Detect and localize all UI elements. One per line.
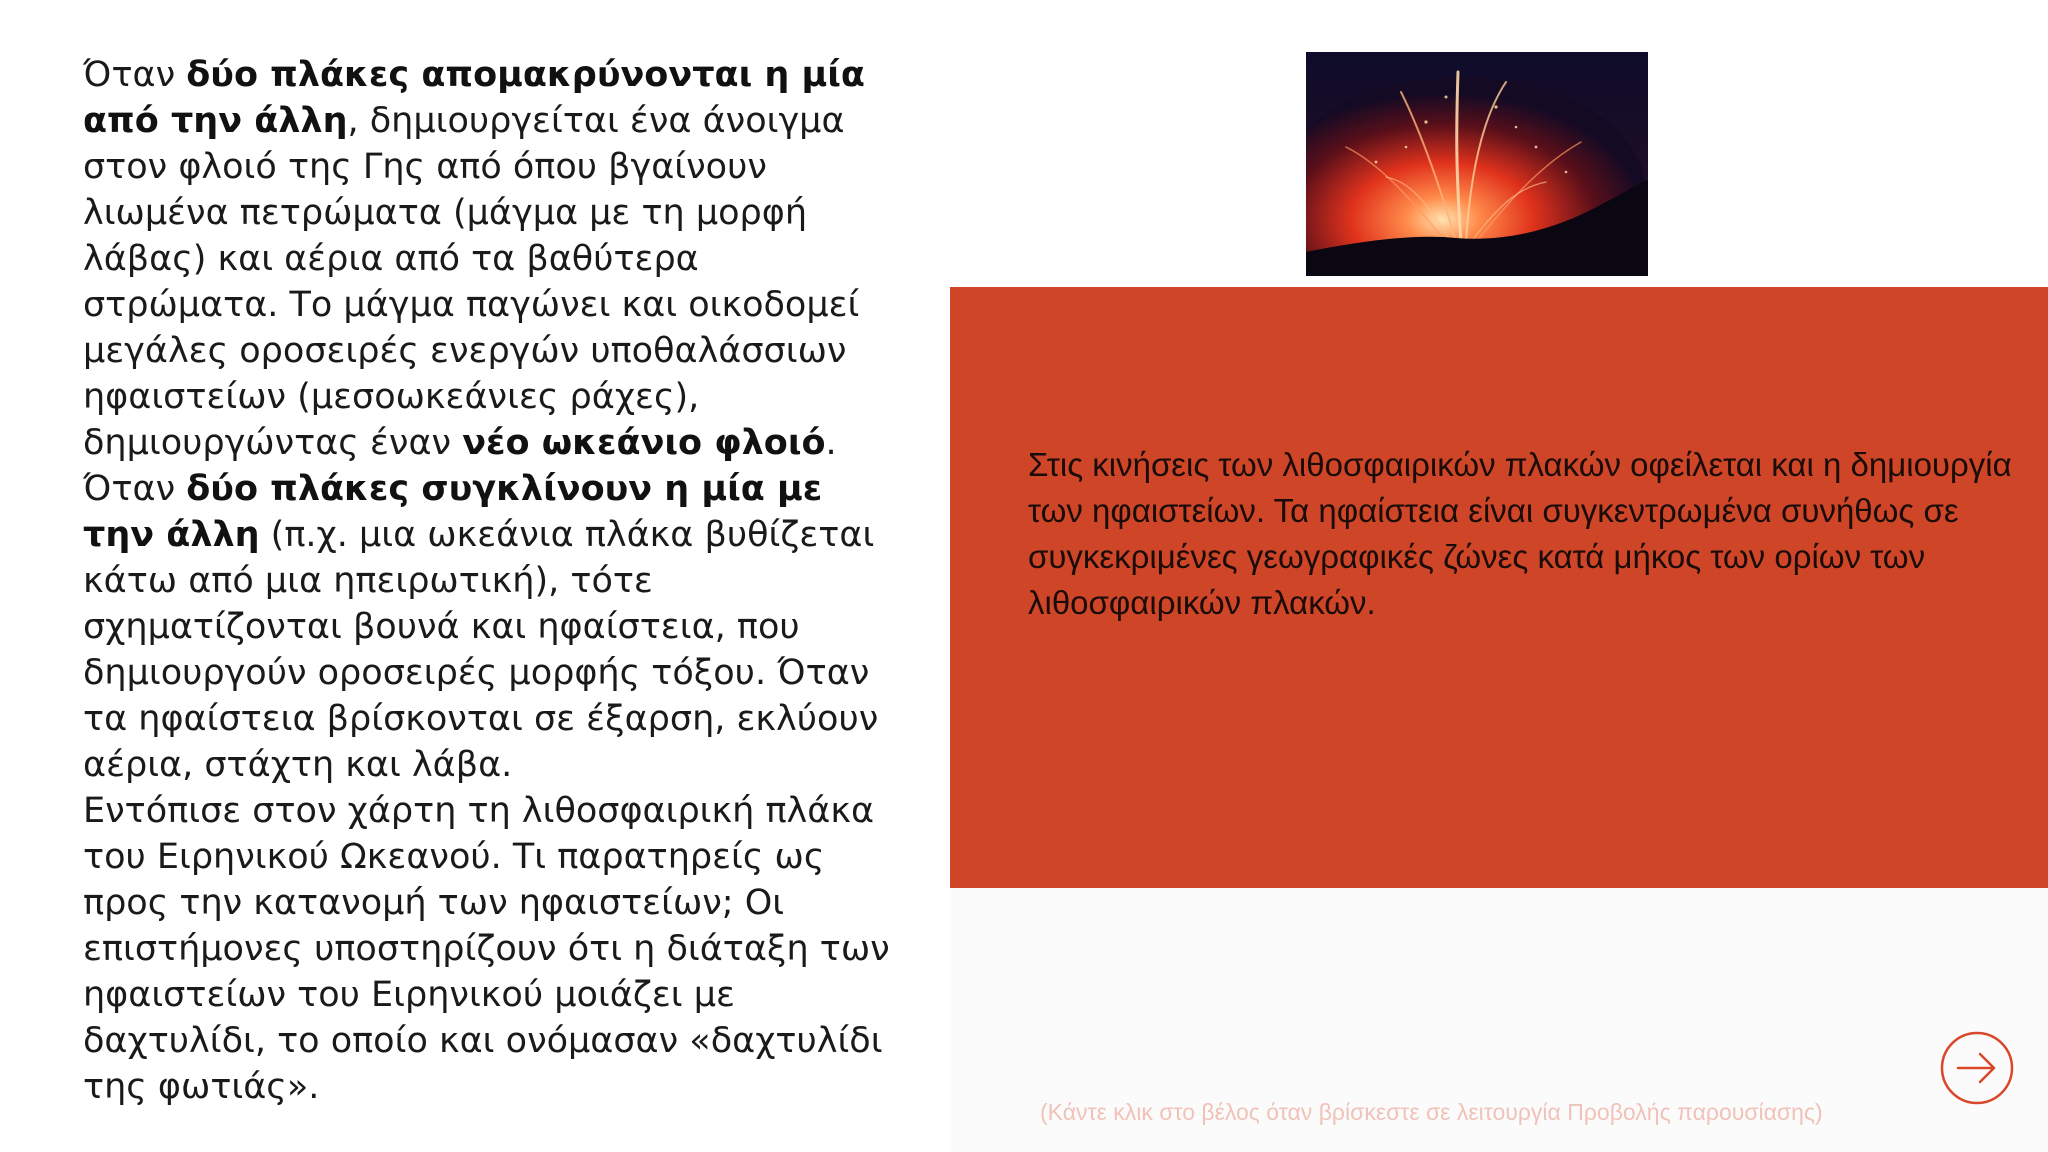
volcano-eruption-image bbox=[1306, 52, 1648, 276]
arrow-right-circle-icon bbox=[1940, 1031, 2014, 1105]
bold-new-oceanic-crust: νέο ωκεάνιο φλοιό bbox=[462, 423, 826, 463]
text-run: . bbox=[825, 423, 837, 463]
paragraph-pacific-question: Εντόπισε στον χάρτη τη λιθοσφαιρική πλάκα του Ειρηνικού Ωκεανού. Τι παρατηρείς ως προς την κατανομή των ηφαιστείων; Οι επιστήμονες υποστηρίζουν ότι η διάταξη των ηφαιστείων του Ειρηνικού μοιάζει με δαχτυλίδι, το οποίο και ονόμασαν «δαχτυλίδι της φωτιάς». bbox=[83, 791, 890, 1107]
text-run: , δημιουργείται ένα άνοιγμα στον φλοιό της Γης από όπου βγαίνουν λιωμένα πετρώματα (μάγμα με τη μορφή λάβας) και αέρια από τα βαθύτερα στρώματα. Το μάγμα παγώνει και οικοδομεί μεγάλες οροσειρές ενεργών υποθαλάσσιων ηφαιστείων (μεσοωκεάνιες ράχες), δημιουργώντας έναν bbox=[83, 101, 860, 463]
volcano-photo bbox=[1306, 52, 1648, 276]
presentation-hint: (Κάντε κλικ στο βέλος όταν βρίσκεστε σε λειτουργία Προβολής παρουσίασης) bbox=[1040, 1099, 1823, 1125]
paragraph-divergent bbox=[83, 52, 903, 466]
text-run: Όταν bbox=[83, 469, 187, 509]
panel-text: Στις κινήσεις των λιθοσφαιρικών πλακών οφείλεται και η δημιουργία των ηφαιστείων. Τα ηφαίστεια είναι συγκεντρωμένα συνήθως σε συγκεκριμένες γεωγραφικές ζώνες κατά μήκος των ορίων των λιθοσφαιρικών πλακών. bbox=[1028, 446, 2012, 621]
text-run: Όταν bbox=[83, 55, 187, 95]
body-text bbox=[83, 52, 903, 1110]
text-run: (π.χ. μια ωκεάνια πλάκα βυθίζεται κάτω από μια ηπειρωτική), τότε σχηματίζονται βουνά και ηφαίστεια, που δημιουργούν οροσειρές μορφής τόξου. Όταν τα ηφαίστεια βρίσκονται σε έξαρση, εκλύουν αέρια, στάχτη και λάβα. bbox=[83, 515, 879, 785]
next-button[interactable] bbox=[1940, 1031, 2014, 1105]
paragraph-convergent bbox=[83, 466, 903, 788]
bold-convergent-plates: δύο πλάκες συγκλίνουν η μία με την άλλη bbox=[83, 469, 823, 555]
bold-divergent-plates: δύο πλάκες απομακρύνονται η μία από την άλλη bbox=[83, 55, 865, 141]
